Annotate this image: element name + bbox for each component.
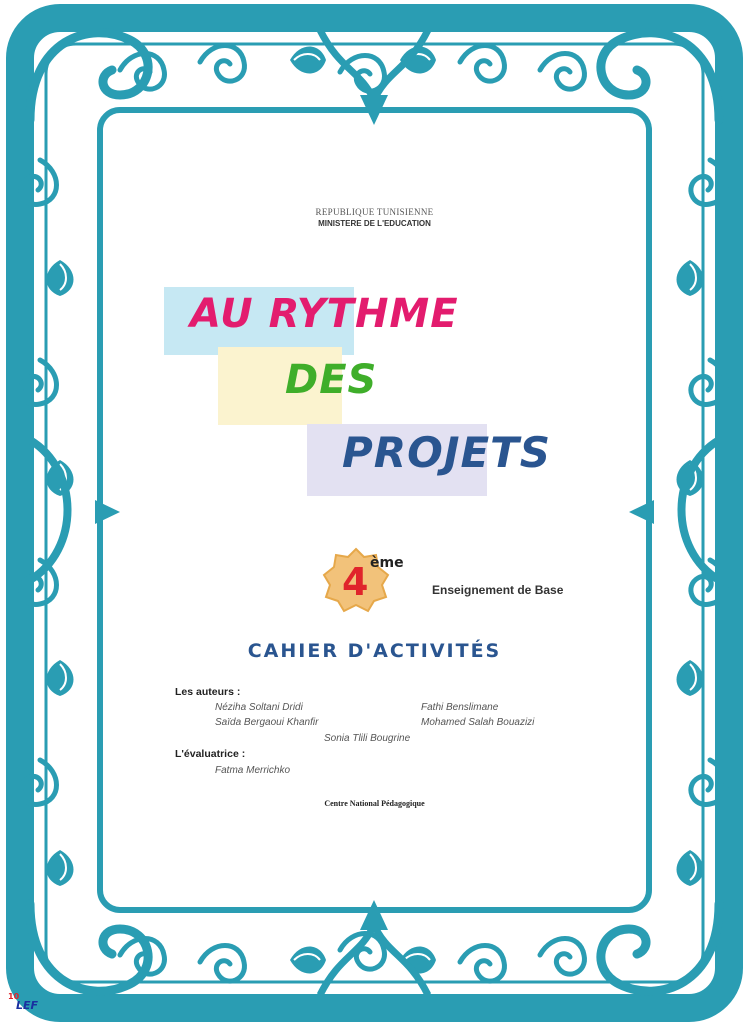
ministry-header: MINISTERE DE L'EDUCATION: [318, 219, 431, 228]
publisher-name: Centre National Pédagogique: [324, 799, 425, 808]
cahier-title: CAHIER D'ACTIVITÉS: [247, 640, 502, 662]
author-name: Saïda Bergaoui Khanfir: [215, 717, 319, 728]
author-name: Mohamed Salah Bouazizi: [421, 717, 535, 728]
title-line-1: AU RYTHME: [190, 291, 459, 337]
authors-label: Les auteurs :: [175, 686, 241, 698]
evaluator-name: Fatma Merrichko: [215, 765, 291, 776]
title-line-2: DES: [285, 357, 378, 403]
lef-logo: [8, 990, 48, 1012]
republic-header: REPUBLIQUE TUNISIENNE: [315, 207, 434, 217]
level-number: 4: [342, 560, 369, 604]
evaluator-label: L'évaluatrice :: [175, 748, 246, 760]
logo-prefix: 10: [8, 992, 20, 1001]
level-text: Enseignement de Base: [432, 583, 564, 597]
author-name: Néziha Soltani Dridi: [215, 702, 303, 713]
logo-text: LEF: [16, 999, 39, 1012]
level-superscript: ème: [370, 555, 404, 571]
author-name: Sonia Tlili Bougrine: [324, 733, 411, 744]
author-name: Fathi Benslimane: [421, 702, 499, 713]
title-line-3: PROJETS: [342, 428, 552, 477]
